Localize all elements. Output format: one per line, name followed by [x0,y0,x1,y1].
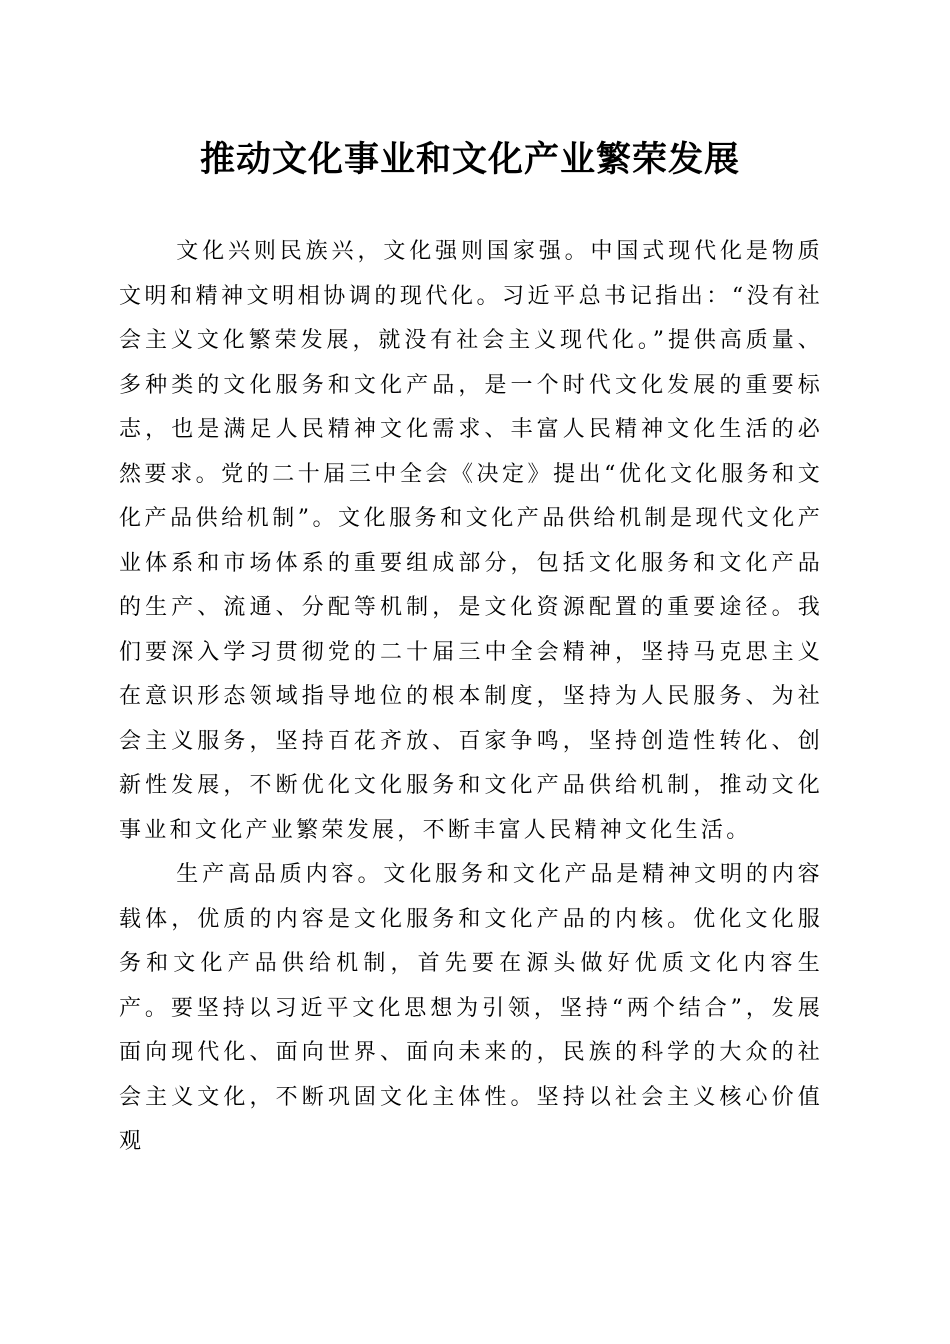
paragraph-intro: 文化兴则民族兴，文化强则国家强。中国式现代化是物质文明和精神文明相协调的现代化。习近平总书记指出：“没有社会主义文化繁荣发展，就没有社会主义现代化。”提供高质量、多种类的文化服务和文化产品，是一个时代文化发展的重要标志，也是满足人民精神文化需求、丰富人民精神文化生活的必然要求。党的二十届三中全会《决定》提出“优化文化服务和文化产品供给机制”。文化服务和文化产品供给机制是现代文化产业体系和市场体系的重要组成部分，包括文化服务和文化产品的生产、流通、分配等机制，是文化资源配置的重要途径。我们要深入学习贯彻党的二十届三中全会精神，坚持马克思主义在意识形态领域指导地位的根本制度，坚持为人民服务、为社会主义服务，坚持百花齐放、百家争鸣，坚持创造性转化、创新性发展，不断优化文化服务和文化产品供给机制，推动文化事业和文化产业繁荣发展，不断丰富人民精神文化生活。 [119,239,823,843]
document-body [119,230,823,1165]
document-title: 推动文化事业和文化产业繁荣发展 [199,139,740,180]
paragraph-content-production: 生产高品质内容。文化服务和文化产品是精神文明的内容载体，优质的内容是文化服务和文化产品的内核。优化文化服务和文化产品供给机制，首先要在源头做好优质文化内容生产。要坚持以习近平文化思想为引领，坚持“两个结合”，发展面向现代化、面向世界、面向未来的，民族的科学的大众的社会主义文化，不断巩固文化主体性。坚持以社会主义核心价值观 [119,862,823,1154]
